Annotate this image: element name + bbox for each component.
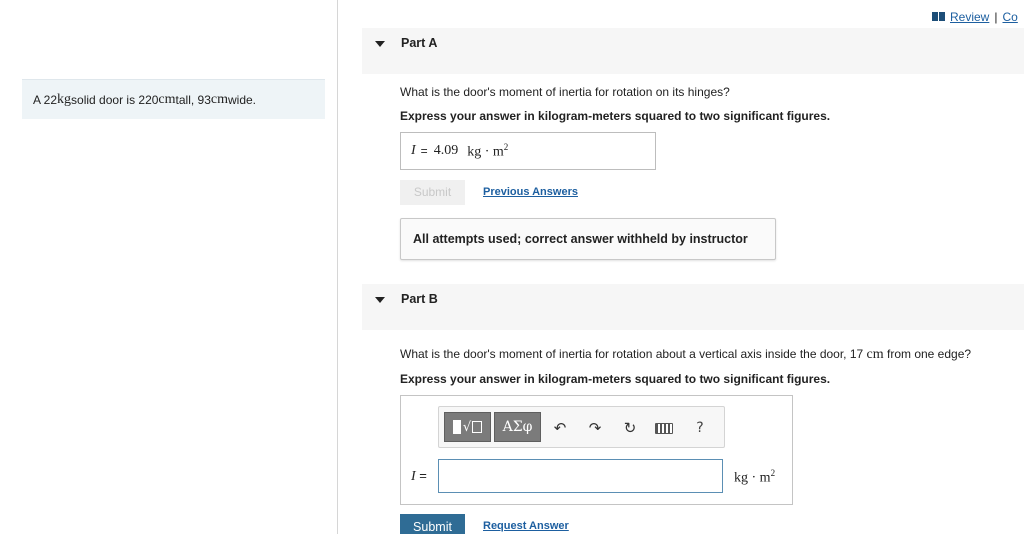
- part-a-instruction: Express your answer in kilogram-meters squared to two significant figures.: [400, 109, 831, 123]
- answer-equals: =: [419, 468, 427, 483]
- keyboard-glyph: [655, 423, 673, 434]
- problem-text-middle2: tall, 93: [175, 92, 211, 107]
- previous-answers-link[interactable]: Previous Answers: [483, 186, 578, 198]
- caret-down-icon[interactable]: [375, 297, 385, 303]
- book-icon: [932, 12, 945, 21]
- reset-icon[interactable]: ↻: [623, 419, 637, 437]
- part-a-header[interactable]: [362, 28, 1024, 74]
- problem-statement: [22, 79, 325, 119]
- part-a-question: What is the door's moment of inertia for rotation on its hinges?: [400, 85, 730, 99]
- math-toolbar: [438, 406, 725, 448]
- part-b-answer-input[interactable]: [438, 459, 723, 493]
- answer-variable: I: [411, 469, 416, 484]
- part-a-answer-box: [400, 132, 656, 170]
- answer-unit-exponent: 2: [770, 468, 776, 478]
- answer-unit: [467, 142, 508, 161]
- height-unit: cm: [158, 91, 176, 107]
- problem-text-prefix: A 22: [33, 92, 58, 107]
- review-link[interactable]: Review: [950, 10, 990, 24]
- redo-icon[interactable]: ↷: [588, 419, 602, 437]
- problem-text-middle: solid door is 220: [71, 92, 159, 107]
- answer-unit-base: kg · m: [734, 470, 771, 486]
- part-a-submit-button[interactable]: Submit: [400, 180, 465, 205]
- keyboard-icon[interactable]: [653, 419, 675, 437]
- symbols-button[interactable]: ΑΣφ: [494, 412, 541, 442]
- part-b-question: [400, 347, 971, 363]
- part-b-answer-label: [411, 468, 427, 485]
- width-unit: cm: [210, 91, 228, 107]
- answer-unit-base: kg · m: [467, 144, 504, 160]
- answer-unit-exponent: 2: [503, 141, 509, 152]
- problem-text-suffix: wide.: [228, 92, 257, 107]
- caret-down-icon[interactable]: [375, 41, 385, 47]
- constants-link[interactable]: Co: [1002, 10, 1018, 24]
- undo-icon[interactable]: ↶: [553, 419, 567, 437]
- part-b-answer-area: [400, 395, 793, 505]
- part-b-question-unit: cm: [866, 347, 884, 362]
- part-b-question-prefix: What is the door's moment of inertia for rotation about a vertical axis inside the door, 17: [400, 347, 867, 361]
- part-b-header[interactable]: [362, 284, 1024, 330]
- radical-icon: √: [462, 419, 472, 435]
- templates-button[interactable]: [444, 412, 491, 442]
- part-b-answer-unit: [734, 468, 775, 487]
- top-links: [932, 10, 1018, 24]
- answer-equals: =: [420, 144, 428, 158]
- link-separator: |: [994, 10, 998, 24]
- answer-value: 4.09: [433, 143, 459, 158]
- request-answer-link[interactable]: Request Answer: [483, 520, 569, 532]
- template-box-icon: [472, 421, 482, 433]
- part-b-title: Part B: [401, 292, 438, 306]
- help-icon[interactable]: ?: [696, 420, 704, 436]
- part-b-instruction: Express your answer in kilogram-meters squared to two significant figures.: [400, 372, 831, 386]
- part-b-submit-button[interactable]: Submit: [400, 514, 465, 534]
- problem-panel: [0, 0, 338, 534]
- part-a-title: Part A: [401, 36, 438, 50]
- answer-variable: I: [411, 143, 416, 158]
- part-b-question-suffix: from one edge?: [883, 347, 972, 361]
- template-square-icon: [453, 420, 461, 434]
- mass-unit: kg: [57, 91, 72, 107]
- part-a-feedback: All attempts used; correct answer withheld by instructor: [400, 218, 776, 260]
